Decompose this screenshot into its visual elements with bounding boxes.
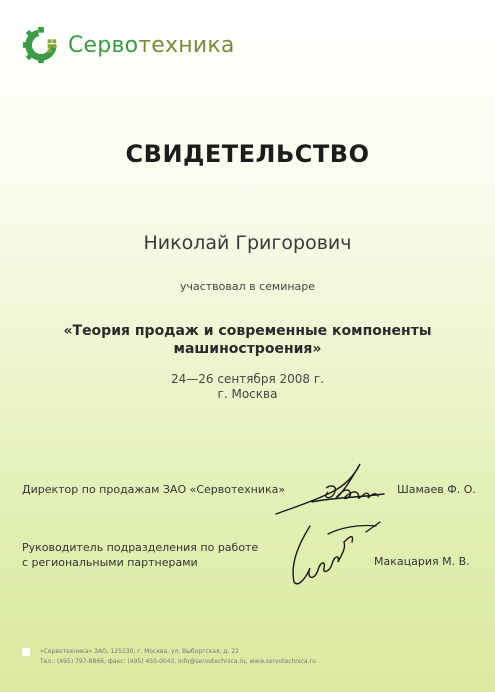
footer-contacts: Тел.: (495) 797-8866, факс: (495) 450-0043, info@servotechnica.ru, www.servotechnica.ru [40, 658, 316, 665]
signer-2-name: Макацария М. В. [374, 555, 470, 568]
signature-2 [280, 512, 390, 592]
seminar-city: г. Москва [217, 387, 278, 401]
footer-square [21, 647, 31, 657]
seminar-dates: 24—26 сентября 2008 г. [171, 372, 324, 386]
brand-part2: техника [138, 32, 235, 58]
signer-2-role: Руководитель подразделения по работе с региональными партнерами [22, 541, 259, 569]
brand-part1: Серво [68, 32, 139, 58]
company-logo [22, 26, 235, 64]
signature-1 [272, 458, 392, 520]
signer-1-role: Директор по продажам ЗАО «Сервотехника» [22, 483, 286, 496]
footer-address: «Сервотехника» ЗАО, 125130, г. Москва, ул. Выборгская, д. 22 [40, 648, 239, 655]
brand-name [68, 33, 235, 58]
seminar-title: «Теория продаж и современные компоненты машиностроения» [63, 323, 432, 357]
servotechnika-logo-icon [22, 26, 60, 64]
participation-text: участвовал в семинаре [179, 280, 316, 293]
signer-1-name: Шамаев Ф. О. [397, 483, 476, 496]
certificate-title: СВИДЕТЕЛЬСТВО [125, 140, 370, 168]
recipient-name: Николай Григорович [143, 232, 352, 254]
